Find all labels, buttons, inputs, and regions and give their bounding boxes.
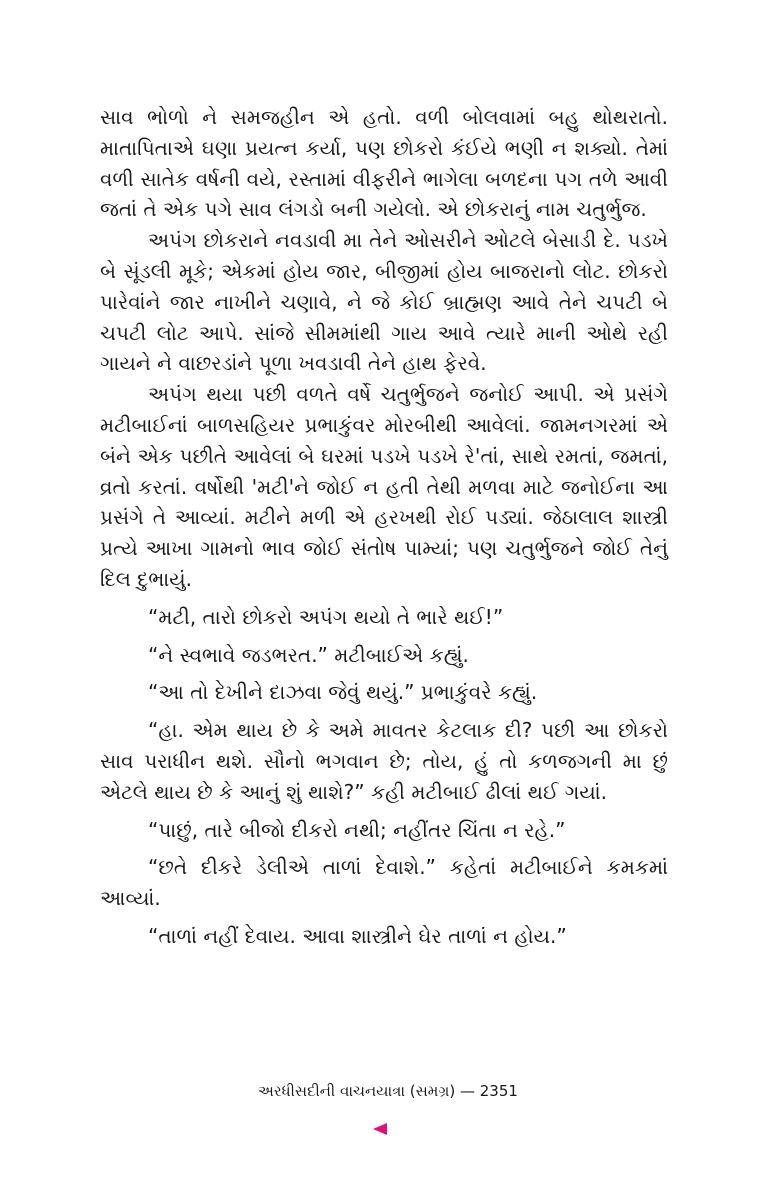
dialogue-line-3: “આ તો દેખીને દાઝવા જેવું થયું.” પ્રભાકુંવરે કહ્યું.	[148, 680, 538, 705]
dialogue-line-1: “મટી, તારો છોકરો અપંગ થયો તે ભારે થઈ!”	[148, 604, 504, 629]
page-number: 2351	[479, 1082, 518, 1100]
paragraph-2: અપંગ છોકરાને નવડાવી મા તેને ઓસરીને ઓટલે બેસાડી દે. પડખે બે સૂંડલી મૂકે; એકમાં હોય જાર, બીજીમાં હોય બાજરાનો લોટ. છોકરો પારેવાંને જાર નાખીને ચણાવે, ને જે કોઈ બ્રાહ્મણ આવે તેને ચપટી બે ચપટી લોટ આપે. સાંજે સીમમાંથી ગાય આવે ત્યારે માની ઓથે રહી ગાયને ને વાછરડાંને પૂળા ખવડાવી તેને હાથ ફેરવે.	[100, 228, 668, 376]
paragraph-1: સાવ ભોળો ને સમજહીન એ હતો. વળી બોલવામાં બહુ થોથરાતો. માતાપિતાએ ઘણા પ્રયત્ન કર્યા, પણ છોકરો કંઈયે ભણી ન શક્યો. તેમાં વળી સાતેક વર્ષની વયે, રસ્તામાં વીફરીને ભાગેલા બળદના પગ તળે આવી જતાં તે એક પગે સાવ લંગડો બની ગયેલો. એ છોકરાનું નામ ચતુર્ભુજ.	[100, 105, 668, 222]
dialogue-line-7: “તાળાં નહીં દેવાય. આવા શાસ્ત્રીને ઘેર તાળાં ન હોય.”	[148, 923, 567, 948]
page-body	[100, 102, 668, 952]
book-title: અરધીસદીની વાચનયાત્રા (સમગ્ર)	[258, 1082, 456, 1100]
dialogue-line-4: “હા. એમ થાય છે કે અમે માવતર કેટલાક દી? પછી આ છોકરો સાવ પરાધીન થશે. સૌનો ભગવાન છે; તોય, હું તો કળજગની મા છું એટલે થાય છે કે આનું શું થાશે?” કહી મટીબાઈ ઢીલાં થઈ ગયાં.	[100, 718, 668, 804]
dialogue-line-6: “છતે દીકરે ડેલીએ તાળાં દેવાશે.” કહેતાં મટીબાઈને કમકમાં આવ્યાં.	[100, 855, 668, 911]
dialogue-line-2: “ને સ્વભાવે જડભરત.” મટીબાઈએ કહ્યું.	[148, 642, 469, 667]
triangle-left-icon[interactable]	[373, 1123, 387, 1135]
footer-separator: —	[459, 1082, 475, 1100]
page-footer	[0, 1082, 776, 1100]
paragraph-3: અપંગ થયા પછી વળતે વર્ષે ચતુર્ભુજને જનોઈ આપી. એ પ્રસંગે મટીબાઈનાં બાળસહિયર પ્રભાકુંવર મોરબીથી આવેલાં. જામનગરમાં એ બંને એક પછીતે આવેલાં બે ઘરમાં પડખે પડખે રે'તાં, સાથે રમતાં, જમતાં, વ્રતો કરતાં. વર્ષોથી 'મટી'ને જોઈ ન હતી તેથી મળવા માટે જનોઈના આ પ્રસંગે તે આવ્યાં. મટીને મળી એ હરખથી રોઈ પડ્યાં. જેઠાલાલ શાસ્ત્રી પ્રત્યે આખા ગામનો ભાવ જોઈ સંતોષ પામ્યાં; પણ ચતુર્ભુજને જોઈ તેનું દિલ દુભાયું.	[100, 382, 668, 591]
dialogue-line-5: “પાછું, તારે બીજો દીકરો નથી; નહીંતર ચિંતા ન રહે.”	[148, 817, 566, 842]
